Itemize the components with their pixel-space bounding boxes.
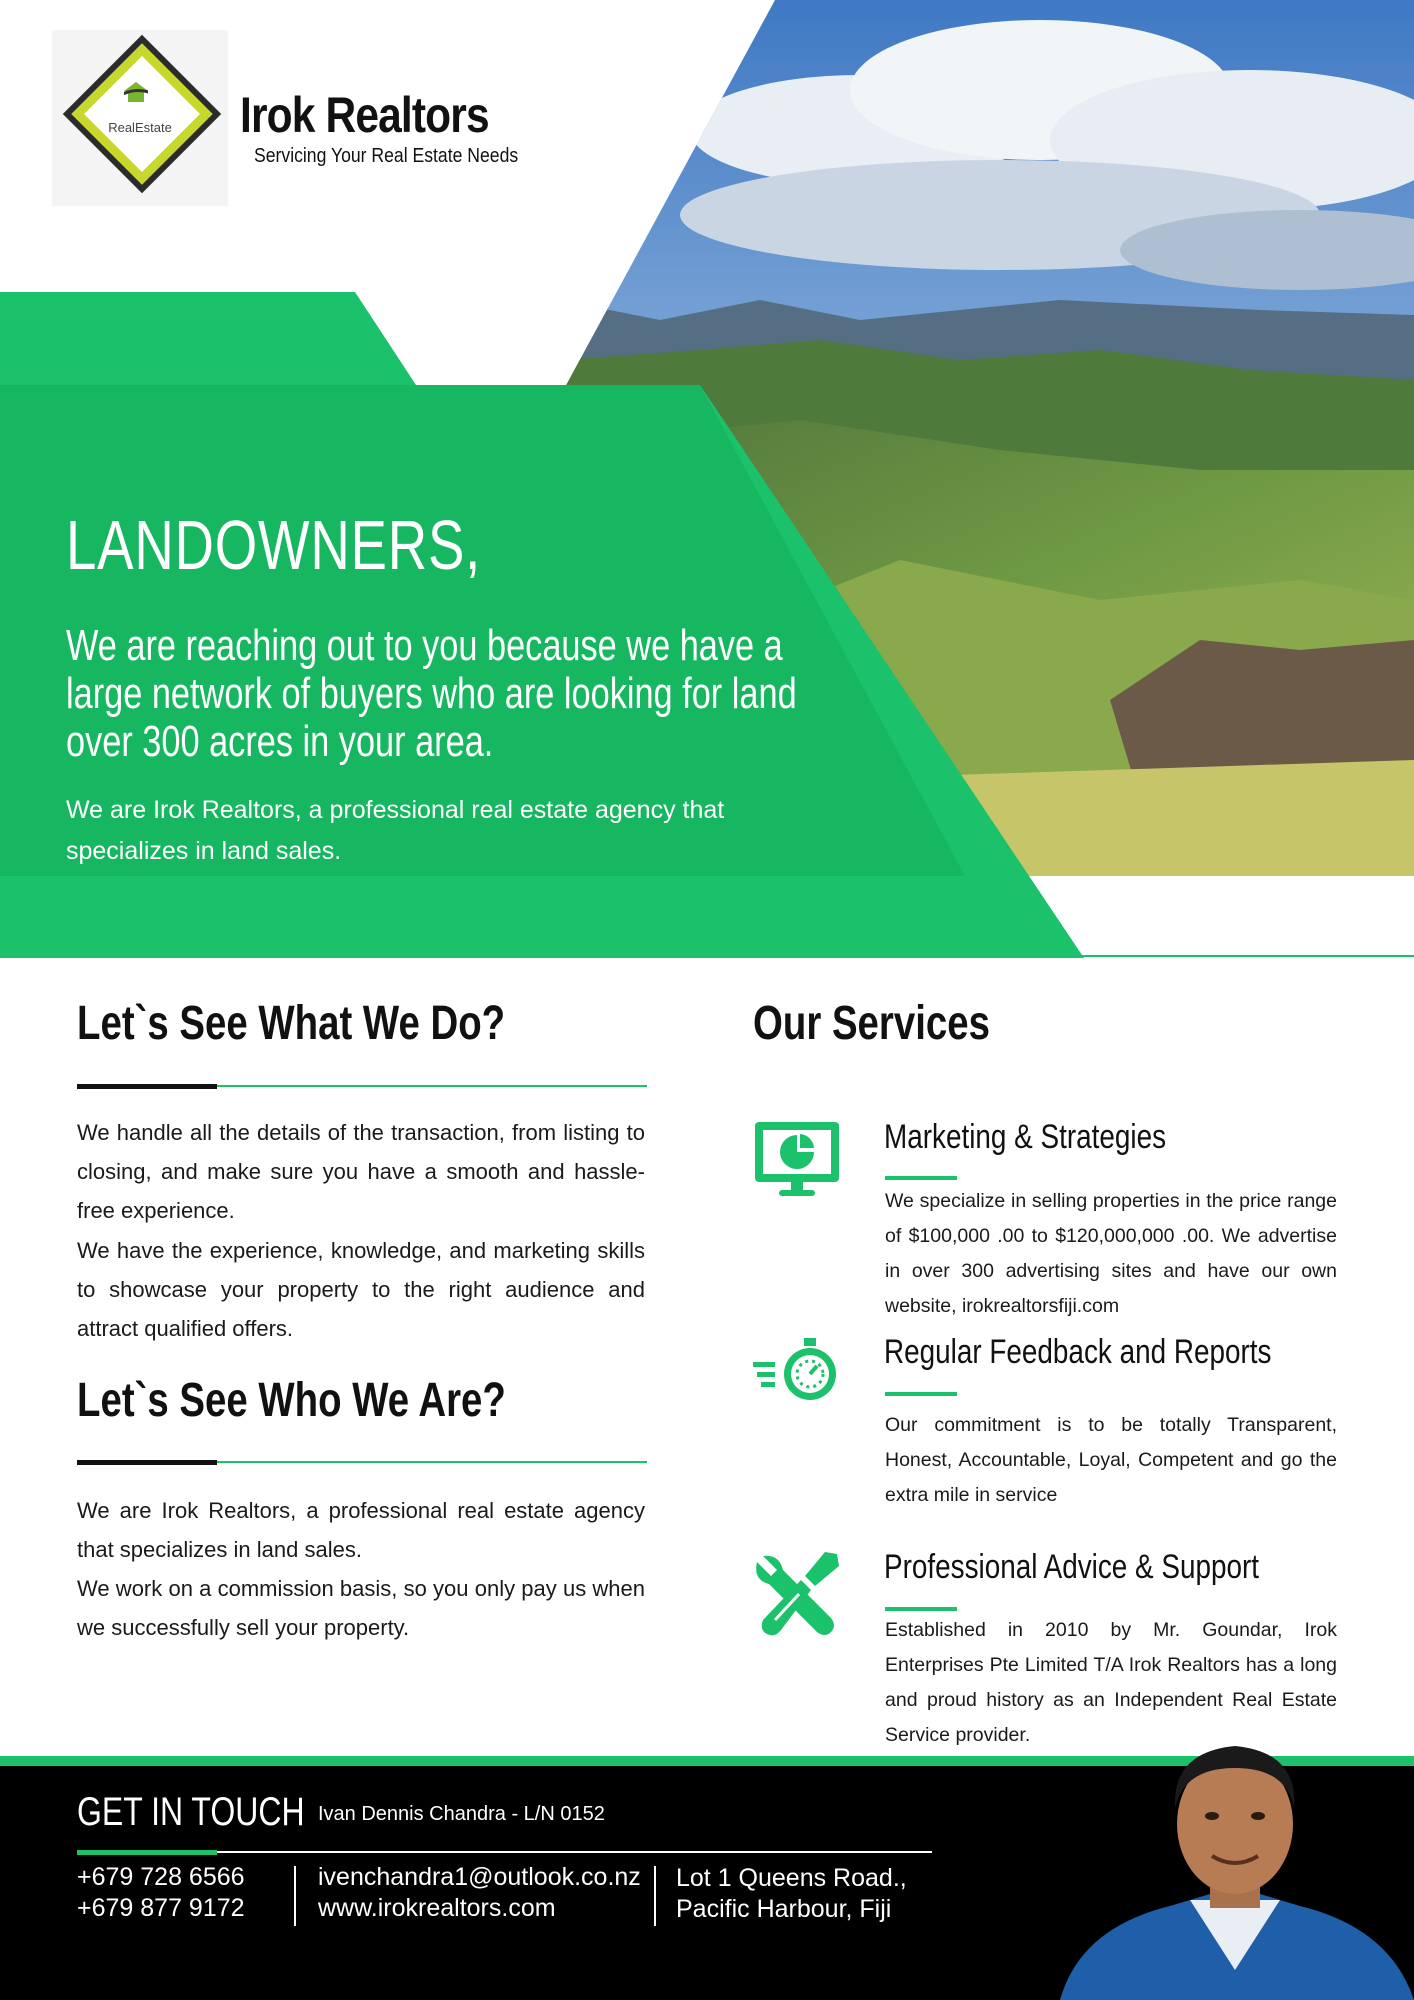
who-we-are-paragraph: We are Irok Realtors, a professional real estate agency that specializes in land sales.	[77, 1498, 645, 1562]
email-link[interactable]: ivenchandra1@outlook.co.nz	[318, 1863, 641, 1891]
who-we-are-title: Let`s See Who We Are?	[77, 1374, 506, 1427]
section-rule	[77, 1084, 217, 1089]
phone-number[interactable]: +679 877 9172	[77, 1894, 245, 1922]
footer-rule	[77, 1850, 217, 1855]
house-icon	[124, 82, 148, 102]
stopwatch-icon	[753, 1334, 841, 1402]
service-title: Professional Advice & Support	[884, 1548, 1260, 1586]
service-rule	[885, 1392, 957, 1396]
service-description: Established in 2010 by Mr. Goundar, Irok Enterprises Pte Limited T/A Irok Realtors has a long and proud history as an Independent Real Estate Service provider.	[885, 1619, 1337, 1746]
footer-divider	[654, 1866, 656, 1926]
address-line: Lot 1 Queens Road.,	[676, 1864, 907, 1892]
logo-text: RealEstate	[108, 120, 172, 135]
section-rule	[217, 1085, 647, 1087]
service-rule	[885, 1176, 957, 1180]
agent-portrait	[1060, 1738, 1414, 2000]
hero-subtext: We are Irok Realtors, a professional real estate agency that specializes in land sales.	[66, 796, 725, 865]
address-line: Pacific Harbour, Fiji	[676, 1895, 892, 1923]
what-we-do-title: Let`s See What We Do?	[77, 997, 506, 1050]
hero-title: LANDOWNERS,	[66, 506, 482, 584]
footer-divider	[294, 1866, 296, 1926]
who-we-are-paragraph: We work on a commission basis, so you only pay us when we successfully sell your property.	[77, 1576, 645, 1640]
hero-lead: We are reaching out to you because we have a large network of buyers who are looking for land over 300 acres in your area.	[66, 621, 797, 766]
service-description: We specialize in selling properties in the price range of $100,000 .00 to $120,000,000 .00. We advertise in over 300 advertising sites and have our own website, irokrealtorsfiji.com	[885, 1190, 1337, 1317]
what-we-do-paragraph: We have the experience, knowledge, and marketing skills to showcase your property to the right audience and attract qualified offers.	[77, 1238, 645, 1341]
service-description: Our commitment is to be totally Transparent, Honest, Accountable, Loyal, Competent and go the extra mile in service	[885, 1414, 1337, 1506]
service-title: Marketing & Strategies	[884, 1118, 1167, 1156]
service-rule	[885, 1607, 957, 1611]
services-title: Our Services	[753, 997, 990, 1050]
brand-tagline: Servicing Your Real Estate Needs	[254, 145, 519, 167]
website-link[interactable]: www.irokrealtors.com	[318, 1894, 556, 1922]
section-rule	[217, 1461, 647, 1463]
what-we-do-paragraph: We handle all the details of the transaction, from listing to closing, and make sure you have a smooth and hassle-free experience.	[77, 1120, 645, 1223]
brand-name: Irok Realtors	[240, 87, 489, 143]
footer-heading: GET IN TOUCH	[77, 1790, 305, 1834]
monitor-chart-icon	[753, 1120, 841, 1200]
agent-name: Ivan Dennis Chandra - L/N 0152	[318, 1803, 605, 1825]
tools-icon	[753, 1550, 841, 1640]
phone-number[interactable]: +679 728 6566	[77, 1863, 245, 1891]
service-title: Regular Feedback and Reports	[884, 1333, 1272, 1371]
section-rule	[77, 1460, 217, 1465]
footer-rule	[217, 1851, 932, 1853]
